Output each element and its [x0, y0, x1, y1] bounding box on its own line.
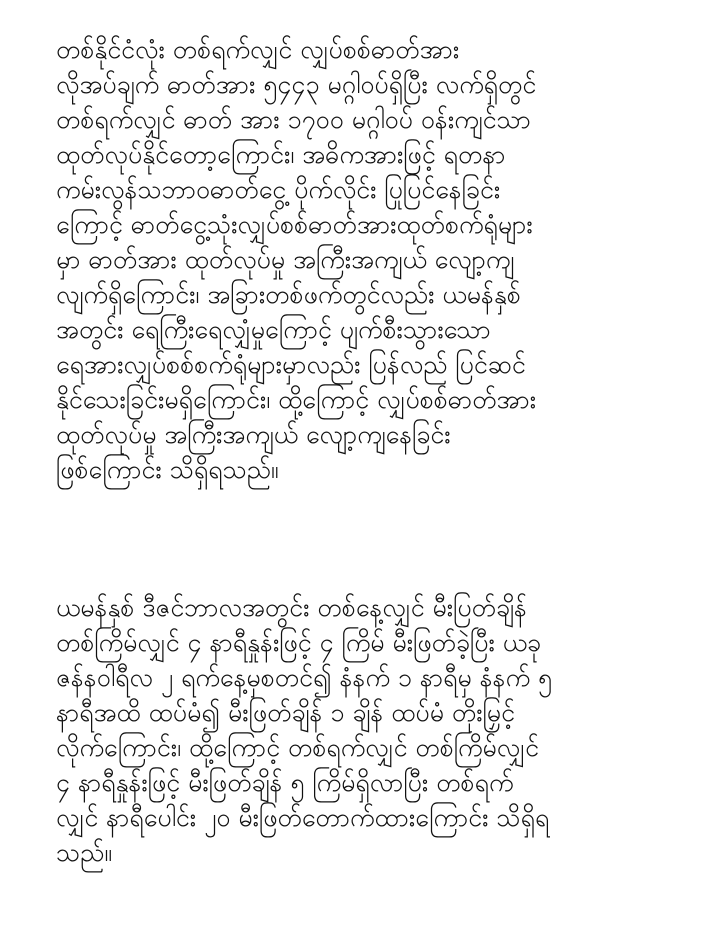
text-line: လျက်ရှိကြောင်း၊ အခြားတစ်ဖက်တွင်လည်း ယမန်နှစ်	[56, 280, 521, 309]
paragraph-power-cut-schedule	[56, 590, 680, 870]
text-line: ဇန်နဝါရီလ ၂ ရက်နေ့မှစတင်၍ နံနက် ၁ နာရီမှ နံနက် ၅	[56, 663, 553, 692]
text-line: တစ်နိုင်ငံလုံး တစ်ရက်လျှင် လျှပ်စစ်ဓာတ်အား	[56, 35, 460, 64]
text-line: ကမ်းလွန်သဘာဝဓာတ်ငွေ့ ပိုက်လိုင်း ပြုပြင်နေခြင်း	[56, 175, 501, 204]
text-line: သည်။	[56, 838, 112, 867]
text-line: လျှင် နာရီပေါင်း ၂၀ မီးဖြတ်တောက်ထားကြောင်း သိရှိရ	[56, 803, 550, 832]
text-line: ရေအားလျှပ်စစ်စက်ရုံများမှာလည်း ပြန်လည် ပြင်ဆင်	[56, 350, 526, 379]
text-line: အတွင်း ရေကြီးရေလျှံမှုကြောင့် ပျက်စီးသွားသော	[56, 315, 491, 344]
text-line: ကြောင့် ဓာတ်ငွေ့သုံးလျှပ်စစ်ဓာတ်အားထုတ်စက်ရုံများ	[56, 210, 533, 239]
text-line: ဖြစ်ကြောင်း သိရှိရသည်။	[56, 455, 279, 484]
text-line: ထုတ်လုပ်နိုင်တော့ကြောင်း၊ အဓိကအားဖြင့် ရတနာ	[56, 140, 506, 169]
text-line: တစ်ရက်လျှင် ဓာတ် အား ၁၇၀၀ မဂ္ဂါဝပ် ဝန်းကျင်သာ	[56, 105, 531, 134]
text-line: လိုအပ်ချက် ဓာတ်အား ၅၄၄၃ မဂ္ဂါဝပ်ရှိပြီး လက်ရှိတွင်	[56, 70, 537, 99]
text-line: ၄ နာရီနှုန်းဖြင့် မီးဖြတ်ချိန် ၅ ကြိမ်ရှိလာပြီး တစ်ရက်	[56, 768, 514, 797]
paragraph-spacer	[56, 487, 680, 590]
text-line: နိုင်သေးခြင်းမရှိကြောင်း၊ ထို့ကြောင့် လျှပ်စစ်ဓာတ်အား	[56, 385, 537, 414]
text-line: မှာ ဓာတ်အား ထုတ်လုပ်မှု အကြီးအကျယ် လျော့ကျ	[56, 245, 515, 274]
text-line: တစ်ကြိမ်လျှင် ၄ နာရီနှုန်းဖြင့် ၄ ကြိမ် မီးဖြတ်ခဲ့ပြီး ယခု	[56, 628, 542, 657]
text-line: နာရီအထိ ထပ်မံ၍ မီးဖြတ်ချိန် ၁ ချိန် ထပ်မံ တိုးမြှင့်	[56, 698, 515, 727]
text-line: ထုတ်လုပ်မှု အကြီးအကျယ် လျော့ကျနေခြင်း	[56, 420, 451, 449]
text-line: လိုက်ကြောင်း၊ ထို့ကြောင့် တစ်ရက်လျှင် တစ်ကြိမ်လျှင်	[56, 733, 539, 762]
text-line: ယမန်နှစ် ဒီဇင်ဘာလအတွင်း တစ်နေ့လျှင် မီးပြတ်ချိန်	[56, 593, 527, 622]
paragraph-electricity-demand	[56, 32, 680, 487]
